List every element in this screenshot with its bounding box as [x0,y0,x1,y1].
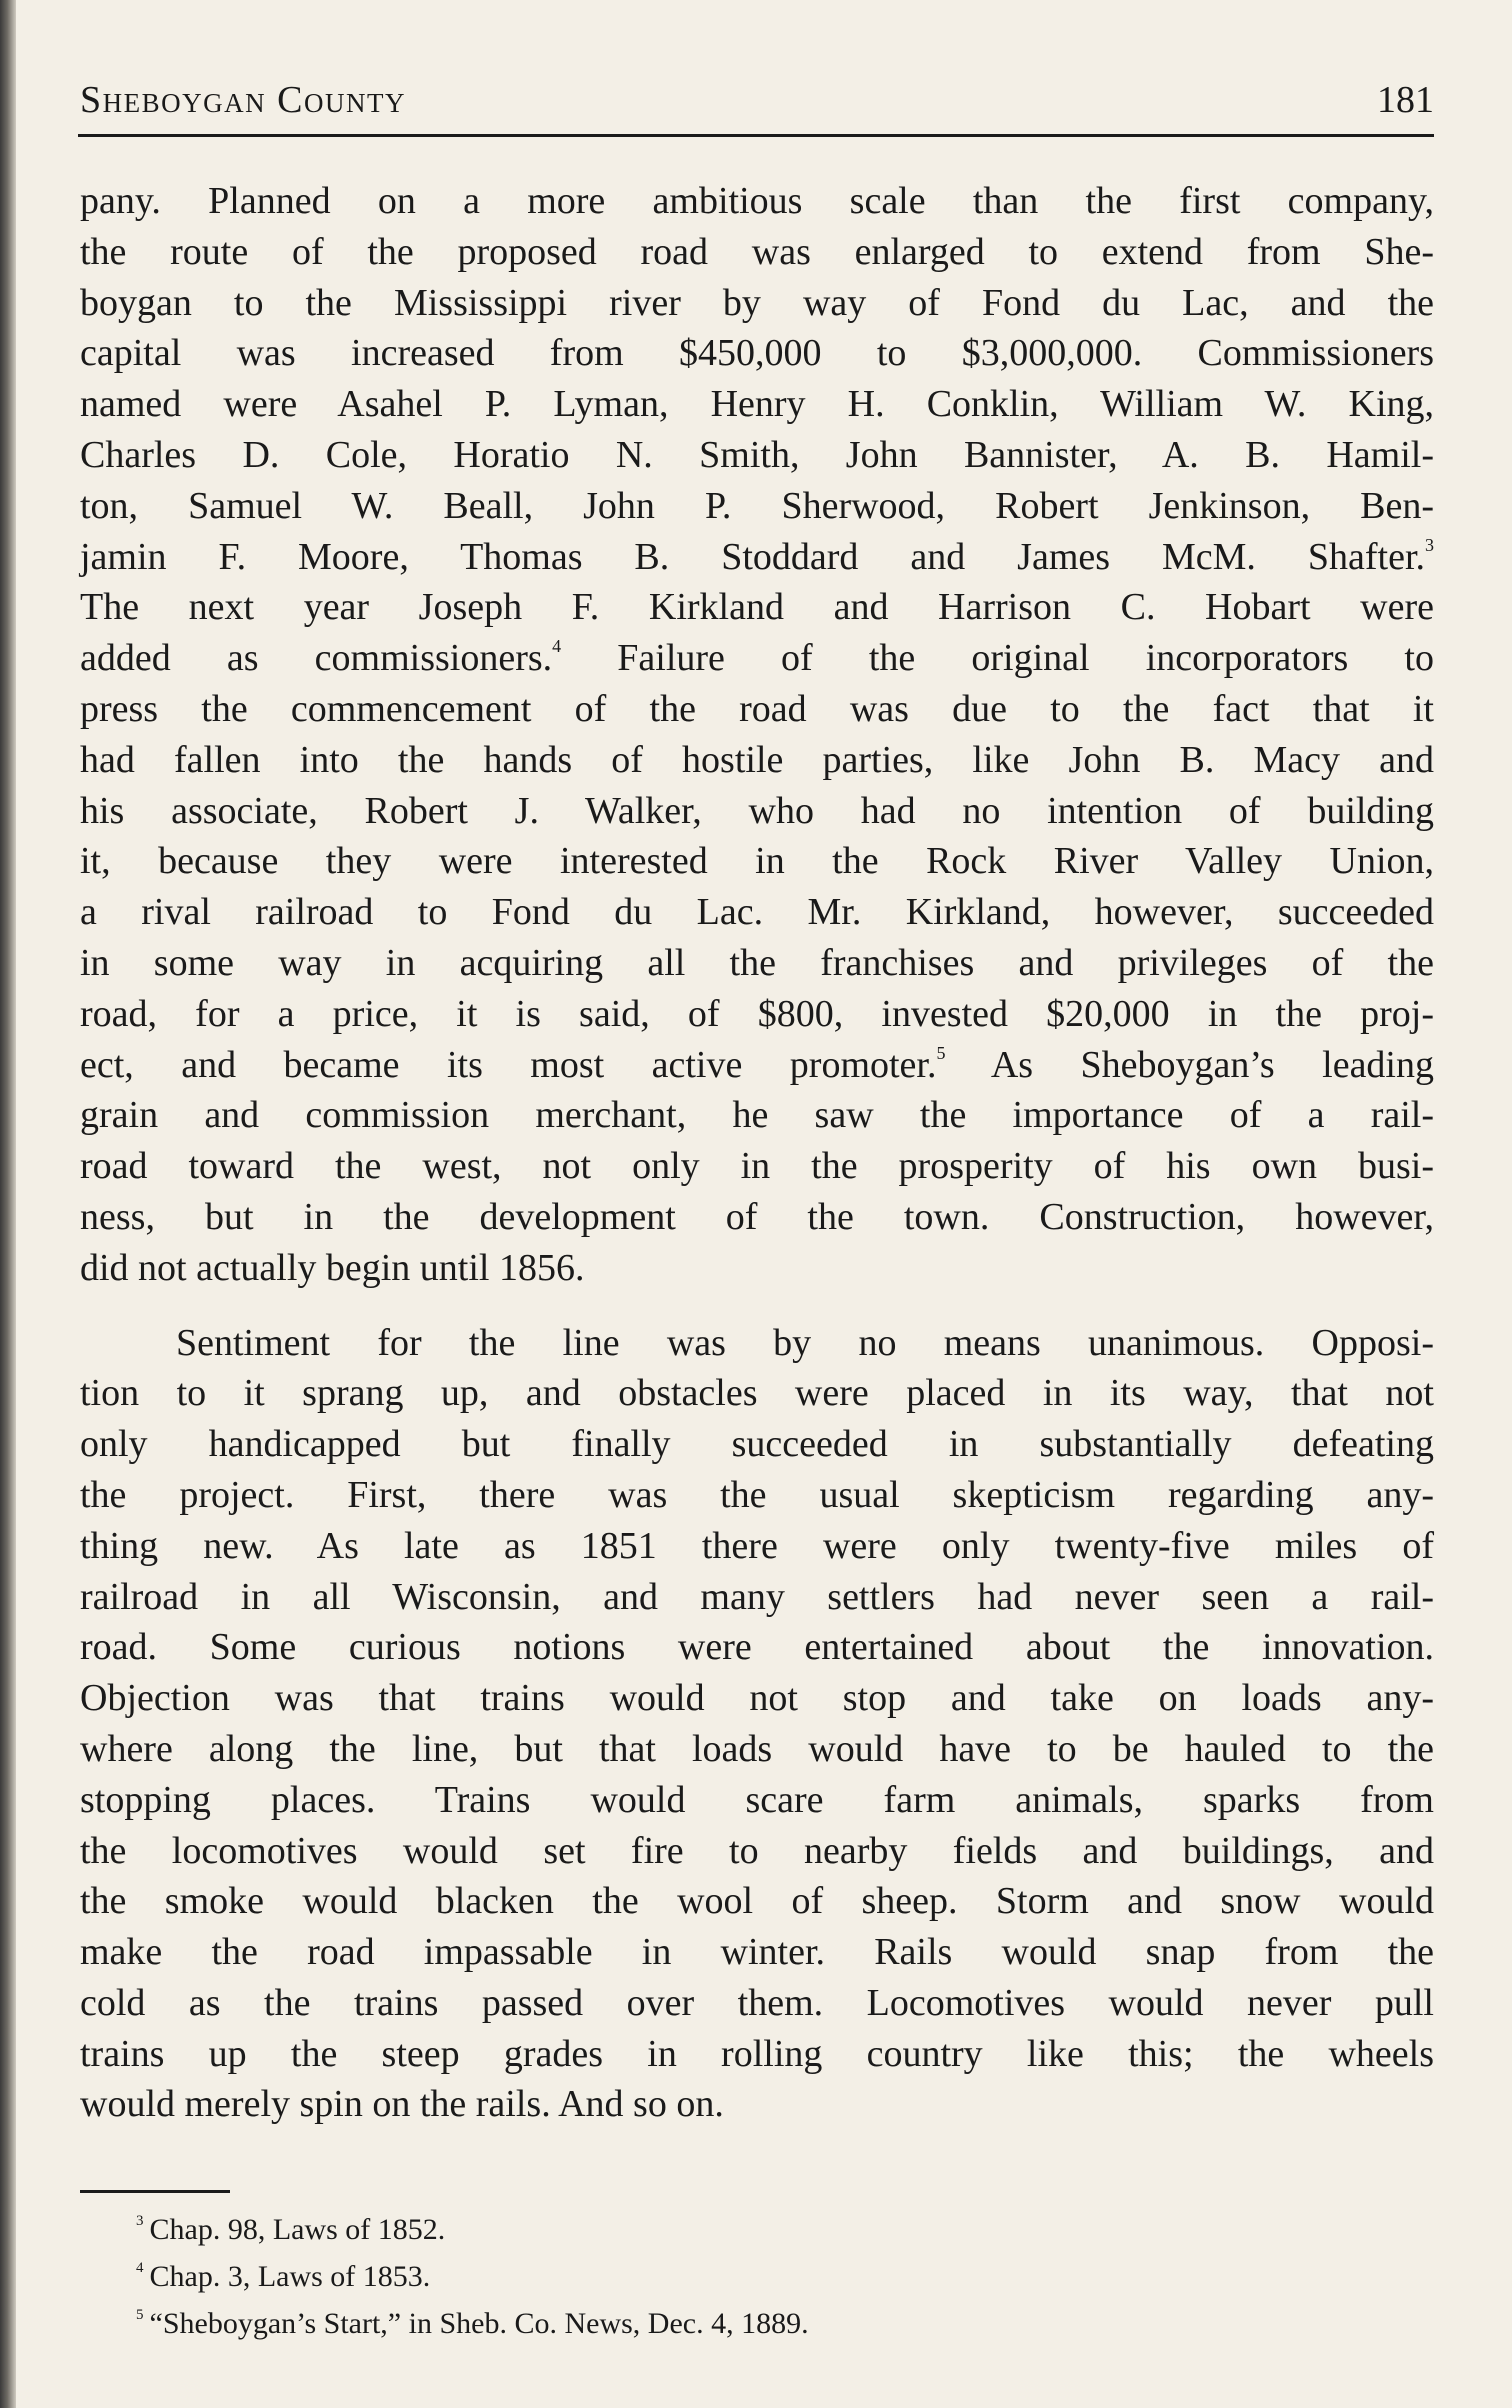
page-number: 181 [1377,79,1434,121]
text-line: road, for a price, it is said, of $800, invested $20,000 in the proj- [80,992,1434,1035]
text-line: capital was increased from $450,000 to $3,000,000. Commissioners [80,332,1434,375]
text-line: had fallen into the hands of hostile parties, like John B. Macy and [80,738,1434,781]
paragraph-1 [80,176,1434,1294]
footnote-4 [136,2253,1236,2300]
paragraph-2 [80,1318,1434,2131]
text-line: stopping places. Trains would scare farm animals, sparks from [80,1778,1434,1821]
footnote-ref-4[interactable]: 4 [552,636,562,657]
text-line: would merely spin on the rails. And so on. [80,2083,724,2126]
line-text: jamin F. Moore, Thomas B. Stoddard and James McM. Shafter. [80,535,1425,578]
text-line: press the commencement of the road was due to the fact that it [80,687,1434,730]
footnote-text: Chap. 98, Laws of 1852. [149,2213,446,2246]
text-line: grain and commission merchant, he saw the importance of a rail- [80,1094,1434,1137]
page-header [78,72,1434,132]
footnote-text: “Sheboygan’s Start,” in Sheb. Co. News, Dec. 4, 1889. [149,2307,809,2340]
text-line: boygan to the Mississippi river by way of Fond du Lac, and the [80,281,1434,324]
text-line: railroad in all Wisconsin, and many settlers had never seen a rail- [80,1575,1434,1618]
footnote-mark: 5 [136,2307,144,2323]
footnote-ref-5[interactable]: 5 [936,1042,946,1063]
footnotes [136,2206,1236,2347]
text-line: where along the line, but that loads would have to be hauled to the [80,1727,1434,1770]
footnote-5 [136,2300,1236,2347]
text-line: the project. First, there was the usual skepticism regarding any- [80,1473,1434,1516]
text-line: a rival railroad to Fond du Lac. Mr. Kirkland, however, succeeded [80,891,1434,934]
text-line: it, because they were interested in the Rock River Valley Union, [80,840,1434,883]
text-line: tion to it sprang up, and obstacles were placed in its way, that not [80,1372,1434,1415]
text-line [80,633,1434,684]
book-binding-shadow [0,0,16,2408]
text-line: Sentiment for the line was by no means unanimous. Opposi- [176,1321,1434,1364]
footnote-3 [136,2206,1236,2253]
text-line: ness, but in the development of the town. Construction, however, [80,1195,1434,1238]
text-line [80,532,1434,583]
header-rule [78,134,1434,137]
text-line: thing new. As late as 1851 there were only twenty-five miles of [80,1524,1434,1567]
text-line: did not actually begin until 1856. [80,1246,585,1289]
text-line: the smoke would blacken the wool of sheep. Storm and snow would [80,1880,1434,1923]
running-head: Sheboygan County [80,79,406,121]
line-text-tail: As Sheboygan’s leading [945,1043,1434,1086]
text-line: Objection was that trains would not stop and take on loads any- [80,1677,1434,1720]
body-text [80,176,1434,2130]
line-text-tail: Failure of the original incorporators to [561,637,1434,680]
text-line [80,1040,1434,1091]
text-line: the locomotives would set fire to nearby fields and buildings, and [80,1829,1434,1872]
text-line: ton, Samuel W. Beall, John P. Sherwood, Robert Jenkinson, Ben- [80,484,1434,527]
text-line: the route of the proposed road was enlarged to extend from She- [80,230,1434,273]
text-line: only handicapped but finally succeeded in substantially defeating [80,1423,1434,1466]
text-line: Charles D. Cole, Horatio N. Smith, John Bannister, A. B. Hamil- [80,433,1434,476]
text-line: road toward the west, not only in the prosperity of his own busi- [80,1145,1434,1188]
text-line: his associate, Robert J. Walker, who had no intention of building [80,789,1434,832]
text-line: in some way in acquiring all the franchises and privileges of the [80,941,1434,984]
footnote-ref-3[interactable]: 3 [1425,534,1434,555]
text-line: pany. Planned on a more ambitious scale than the first company, [80,180,1434,222]
text-line: trains up the steep grades in rolling country like this; the wheels [80,2032,1434,2075]
text-line: road. Some curious notions were entertained about the innovation. [80,1626,1434,1669]
footnote-text: Chap. 3, Laws of 1853. [149,2260,431,2293]
text-line: cold as the trains passed over them. Locomotives would never pull [80,1981,1434,2024]
footnote-mark: 3 [136,2213,144,2229]
text-line: The next year Joseph F. Kirkland and Harrison C. Hobart were [80,586,1434,629]
text-line: make the road impassable in winter. Rails would snap from the [80,1931,1434,1974]
text-line: named were Asahel P. Lyman, Henry H. Conklin, William W. King, [80,383,1434,426]
footnote-mark: 4 [136,2260,144,2276]
line-text: ect, and became its most active promoter. [80,1043,937,1086]
footnote-rule [80,2190,230,2193]
line-text: added as commissioners. [80,637,553,680]
